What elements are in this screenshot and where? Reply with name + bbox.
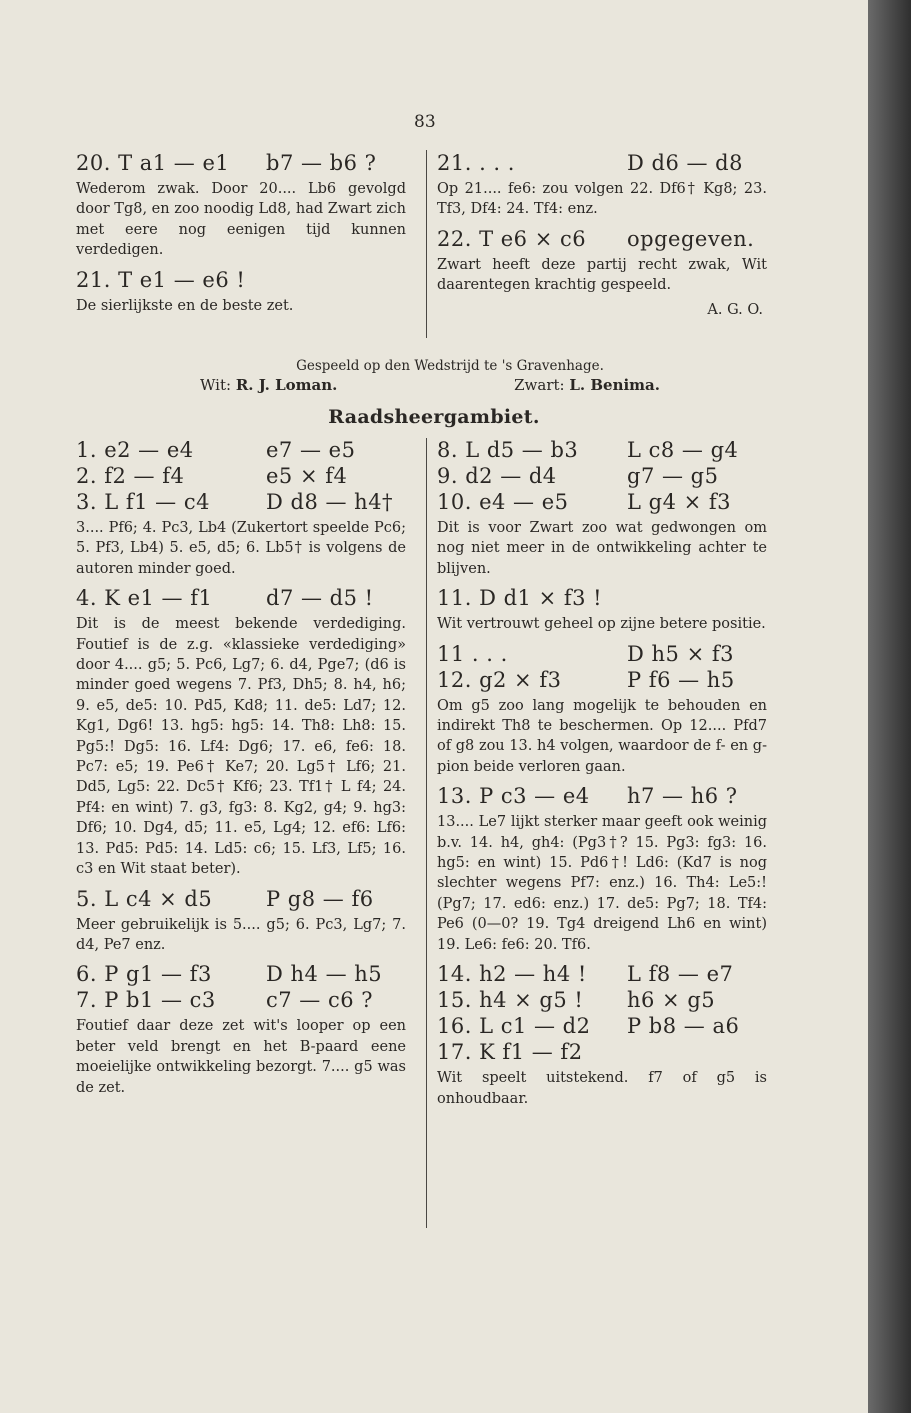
move-line [437, 641, 767, 667]
game-right-column [437, 437, 767, 1115]
black-move: g7 — g5 [627, 464, 719, 488]
white-move: 2. f2 — f4 [76, 464, 185, 488]
white-move: 21. T e1 — e6 ! [76, 267, 246, 292]
black-move [627, 1039, 767, 1065]
black-move: L g4 × f3 [627, 490, 732, 514]
move-line [437, 987, 767, 1013]
move-line [76, 267, 406, 293]
black-move: P f6 — h5 [627, 667, 735, 692]
black-move [266, 267, 406, 293]
white-move: 17. K f1 — f2 [437, 1040, 583, 1065]
game-left-column [76, 437, 406, 1104]
white-move: 12. g2 × f3 [437, 667, 562, 692]
move-line [76, 150, 406, 176]
white-move: 1. e2 — e4 [76, 438, 194, 462]
move-line [437, 463, 767, 489]
column-divider-game [426, 438, 427, 1228]
white-move: 7. P b1 — c3 [76, 988, 216, 1013]
page-number: 83 [414, 112, 436, 132]
white-move: 20. T a1 — e1 [76, 151, 230, 175]
page-edge [868, 0, 911, 1413]
move-line [76, 437, 406, 463]
annotation: Dit is voor Zwart zoo wat gedwongen om nog niet meer in de ontwikkeling achter te blijven. [437, 520, 767, 577]
black-move: b7 — b6 ? [266, 151, 377, 175]
move-line [437, 437, 767, 463]
black-move: D h4 — h5 [266, 962, 383, 987]
move-line [437, 961, 767, 987]
black-player: Zwart: L. Benima. [514, 376, 660, 394]
black-move: D h5 × f3 [627, 641, 734, 666]
black-move: L f8 — e7 [627, 962, 734, 987]
top-left-column [76, 150, 406, 322]
white-move: 21. . . . [437, 151, 515, 175]
signature: A. G. O. [707, 301, 763, 318]
venue-line: Gespeeld op den Wedstrijd te 's Gravenhage. [296, 358, 604, 374]
annotation: Wit speelt uitstekend. f7 of g5 is onhoudbaar. [437, 1070, 767, 1107]
black-move: d7 — d5 ! [266, 586, 374, 611]
white-move: 9. d2 — d4 [437, 464, 557, 488]
move-line [437, 667, 767, 693]
black-move: e5 × f4 [266, 464, 348, 488]
move-line [76, 886, 406, 912]
white-move: 3. L f1 — c4 [76, 490, 210, 514]
annotation: 13.... Le7 lijkt sterker maar geeft ook weinig b.v. 14. h4, gh4: (Pg3†? 15. Pg3: fg3: 16. hg5: en wint) 15. Pd6†! Ld6: (Kd7 is nog slechter wegens Pf7: enz.) 16. Th4: Le5:! (Pg7; 17. ed6: enz.) 17. de5: Pg7; 18. Tf4: Pe6 (0—0? 19. Tg4 dreigend Lh6 en wint) 19. Le6: fe6: 20. Tf6. [437, 814, 767, 953]
move-line [76, 463, 406, 489]
black-move: opgegeven. [627, 226, 755, 251]
move-line [437, 1039, 767, 1065]
white-move: 13. P c3 — e4 [437, 784, 590, 809]
white-move: 8. L d5 — b3 [437, 438, 579, 462]
annotation: 3.... Pf6; 4. Pc3, Lb4 (Zukertort speelde Pc6; 5. Pf3, Lb4) 5. e5, d5; 6. Lb5† is volgens de autoren minder goed. [76, 520, 406, 577]
column-divider-top [426, 150, 427, 338]
black-move: D d6 — d8 [627, 151, 743, 175]
annotation: Foutief daar deze zet wit's looper op een beter veld brengt en het B-paard eene moeielijke ontwikkeling bezorgt. 7.... g5 was de zet. [76, 1018, 406, 1096]
move-line [437, 1013, 767, 1039]
black-move: D d8 — h4† [266, 490, 394, 514]
annotation: De sierlijkste en de beste zet. [76, 297, 294, 314]
white-move: 14. h2 — h4 ! [437, 962, 587, 987]
black-move: P b8 — a6 [627, 1014, 740, 1039]
top-right-column [437, 150, 767, 318]
black-move: P g8 — f6 [266, 886, 374, 911]
game-header [200, 358, 660, 394]
black-move: h7 — h6 ? [627, 784, 738, 809]
annotation: Wederom zwak. Door 20.... Lb6 gevolgd door Tg8, en zoo noodig Ld8, had Zwart zich met eere nog eenigen tijd kunnen verdedigen. [76, 181, 406, 259]
annotation: Zwart heeft deze partij recht zwak, Wit daarentegen krachtig gespeeld. [437, 256, 767, 294]
annotation: Op 21.... fe6: zou volgen 22. Df6† Kg8; 23. Tf3, Df4: 24. Tf4: enz. [437, 181, 767, 218]
black-move: c7 — c6 ? [266, 988, 374, 1013]
white-move: 10. e4 — e5 [437, 490, 569, 514]
move-line [437, 783, 767, 809]
white-move: 22. T e6 × c6 [437, 226, 587, 251]
move-line [437, 226, 767, 252]
annotation: Wit vertrouwt geheel op zijne betere positie. [437, 616, 766, 633]
white-move: 4. K e1 — f1 [76, 586, 213, 611]
annotation: Dit is de meest bekende verdediging. Foutief is de z.g. «klassieke verdediging» door 4.... g5; 5. Pc6, Lg7; 6. d4, Pge7; (d6 is minder goed wegens 7. Pf3, Dh5; 8. h4, h6; 9. e5, de5: 10. Pd5, Kd8; 11. de5: Ld7; 12. Kg1, Dg6! 13. hg5: hg5: 14. Th8: Lh8: 15. Pg5:! Dg5: 16. Lf4: Dg6; 17. e6, fe6: 18. Pc7: e5; 19. Pe6† Ke7; 20. Lg5† Lf6; 21. Dd5, Lg5: 22. Dc5† Kf6; 23. Tf1† L f4; 24. Pf4: en wint) 7. g3, fg3: 8. Kg2, g4; 9. hg3: Df6; 10. Dg4, d5; 11. e5, Lg4; 12. ef6: Lf6: 13. Pd5: Pd5: 14. Ld5: c6; 15. Lf3, Lf5; 16. c3 en Wit staat beter). [76, 616, 406, 878]
move-line [76, 585, 406, 611]
white-move: 15. h4 × g5 ! [437, 988, 584, 1013]
move-line [437, 150, 767, 176]
white-move: 11 . . . [437, 641, 508, 666]
white-move: 11. D d1 × f3 ! [437, 586, 603, 611]
black-move: e7 — e5 [266, 438, 356, 462]
move-line [76, 961, 406, 987]
black-move [627, 585, 767, 611]
move-line [437, 489, 767, 515]
annotation: Meer gebruikelijk is 5.... g5; 6. Pc3, Lg7; 7. d4, Pe7 enz. [76, 916, 406, 953]
move-line [76, 987, 406, 1013]
move-line [76, 489, 406, 515]
white-player: Wit: R. J. Loman. [200, 376, 338, 394]
white-move: 6. P g1 — f3 [76, 962, 212, 987]
white-move: 16. L c1 — d2 [437, 1014, 591, 1039]
black-move: h6 × g5 [627, 988, 716, 1013]
annotation: Om g5 zoo lang mogelijk te behouden en indirekt Th8 te beschermen. Op 12.... Pfd7 of g8 zou 13. h4 volgen, waardoor de f- en g-pion beide verloren gaan. [437, 697, 767, 775]
players-line [200, 376, 660, 394]
opening-title: Raadsheergambiet. [328, 406, 540, 428]
black-move: L c8 — g4 [627, 438, 739, 462]
white-move: 5. L c4 × d5 [76, 886, 213, 911]
move-line [437, 585, 767, 611]
